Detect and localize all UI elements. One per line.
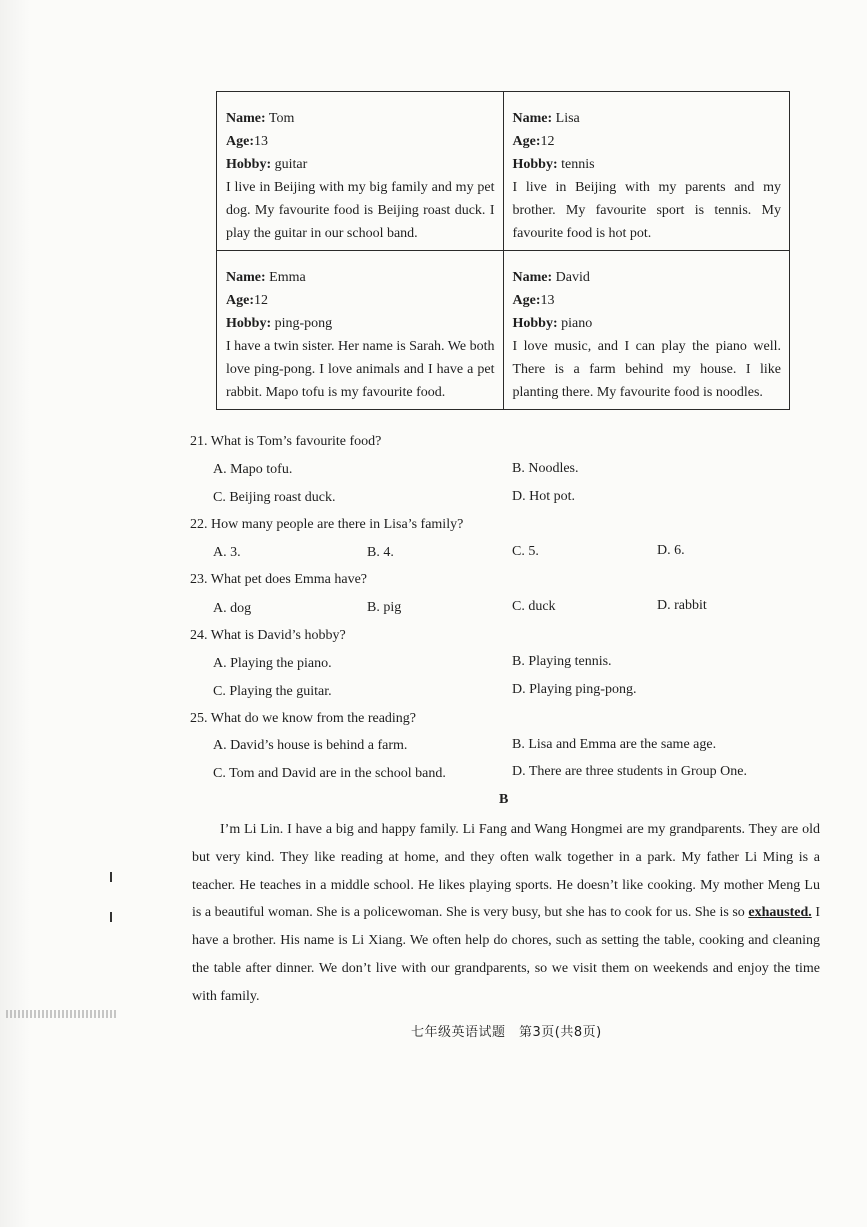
profile-hobby: piano [561, 316, 593, 331]
question-25: 25. What do we know from the reading? [190, 711, 417, 726]
profile-text: I have a twin sister. Her name is Sarah. We both love ping-pong. I love animals and I have a pet rabbit. Mapo tofu is my favourite food. [226, 339, 495, 400]
scan-mark [110, 872, 112, 882]
name-label: Name: [512, 111, 553, 126]
question-24-option-d[interactable]: D. Playing ping-pong. [512, 682, 637, 697]
profile-name: David [555, 270, 590, 285]
age-label: Age: [226, 293, 254, 308]
question-24-option-a[interactable]: A. Playing the piano. [213, 656, 332, 671]
question-25-option-d[interactable]: D. There are three students in Group One. [512, 764, 747, 779]
profile-name: Lisa [555, 111, 580, 126]
profile-text: I live in Beijing with my big family and my pet dog. My favourite food is Beijing roast duck. I play the guitar in our school band. [226, 180, 495, 241]
profile-hobby: guitar [274, 157, 308, 172]
page-footer: 七年级英语试题 第3页(共8页) [411, 1025, 602, 1040]
question-22-option-a[interactable]: A. 3. [213, 545, 241, 560]
profile-age: 13 [254, 134, 268, 149]
question-21: 21. What is Tom’s favourite food? [190, 434, 382, 449]
profile-hobby: tennis [561, 157, 595, 172]
question-23: 23. What pet does Emma have? [190, 572, 368, 587]
age-label: Age: [226, 134, 254, 149]
passage-text: I have a brother. His name is Li Xiang. We often help do chores, such as setting the table, cooking and cleaning the table after dinner. We don’t live with our grandparents, so we visit them on weekends and enjoy the time with family. [192, 905, 820, 1004]
hobby-label: Hobby: [226, 157, 272, 172]
section-b-passage [192, 816, 820, 1011]
profile-name: Tom [268, 111, 295, 126]
question-22-option-d[interactable]: D. 6. [657, 543, 685, 558]
profile-card-tom [217, 92, 504, 251]
question-23-option-c[interactable]: C. duck [512, 599, 556, 614]
hobby-label: Hobby: [512, 157, 558, 172]
underlined-word: exhausted. [748, 905, 812, 921]
name-label: Name: [512, 270, 553, 285]
age-label: Age: [512, 293, 541, 308]
hobby-label: Hobby: [512, 316, 558, 331]
profile-card-emma [217, 251, 504, 410]
profile-age: 12 [540, 134, 555, 149]
question-23-option-d[interactable]: D. rabbit [657, 598, 707, 613]
question-22-option-b[interactable]: B. 4. [367, 545, 394, 560]
hobby-label: Hobby: [226, 316, 272, 331]
profile-table [216, 91, 790, 410]
question-22-option-c[interactable]: C. 5. [512, 544, 539, 559]
scan-shadow [0, 0, 30, 1227]
question-21-option-c[interactable]: C. Beijing roast duck. [213, 490, 336, 505]
scan-artifact [6, 1010, 116, 1018]
question-23-option-b[interactable]: B. pig [367, 600, 402, 615]
profile-name: Emma [269, 270, 306, 285]
profile-text: I live in Beijing with my parents and my brother. My favourite sport is tennis. My favourite food is hot pot. [512, 180, 781, 241]
question-24: 24. What is David’s hobby? [190, 628, 346, 643]
question-24-option-b[interactable]: B. Playing tennis. [512, 654, 612, 669]
question-22: 22. How many people are there in Lisa’s family? [190, 517, 464, 532]
question-25-option-c[interactable]: C. Tom and David are in the school band. [213, 766, 446, 781]
profile-card-david [503, 251, 790, 410]
section-b-label: B [499, 792, 509, 807]
question-21-option-b[interactable]: B. Noodles. [512, 461, 579, 476]
profile-hobby: ping-pong [274, 316, 333, 331]
scan-mark [110, 912, 112, 922]
age-label: Age: [512, 134, 541, 149]
name-label: Name: [226, 270, 266, 285]
profile-text: I love music, and I can play the piano well. There is a farm behind my house. I like planting there. My favourite food is noodles. [512, 339, 781, 400]
question-23-option-a[interactable]: A. dog [213, 601, 252, 616]
question-25-option-a[interactable]: A. David’s house is behind a farm. [213, 738, 408, 753]
question-24-option-c[interactable]: C. Playing the guitar. [213, 684, 332, 699]
profile-age: 12 [254, 293, 268, 308]
profile-age: 13 [540, 293, 555, 308]
question-21-option-d[interactable]: D. Hot pot. [512, 489, 575, 504]
profile-card-lisa [503, 92, 790, 251]
question-21-option-a[interactable]: A. Mapo tofu. [213, 462, 293, 477]
name-label: Name: [226, 111, 266, 126]
question-25-option-b[interactable]: B. Lisa and Emma are the same age. [512, 737, 717, 752]
passage-text: I’m Li Lin. I have a big and happy family. Li Fang and Wang Hongmei are my grandparents. They are old but very kind. They like reading at home, and they often walk together in a park. My father Li Ming is a teacher. He teaches in a middle school. He likes playing sports. He doesn’t like cooking. My mother Meng Lu is a beautiful woman. She is a policewoman. She is very busy, but she has to cook for us. She is so [192, 822, 820, 921]
